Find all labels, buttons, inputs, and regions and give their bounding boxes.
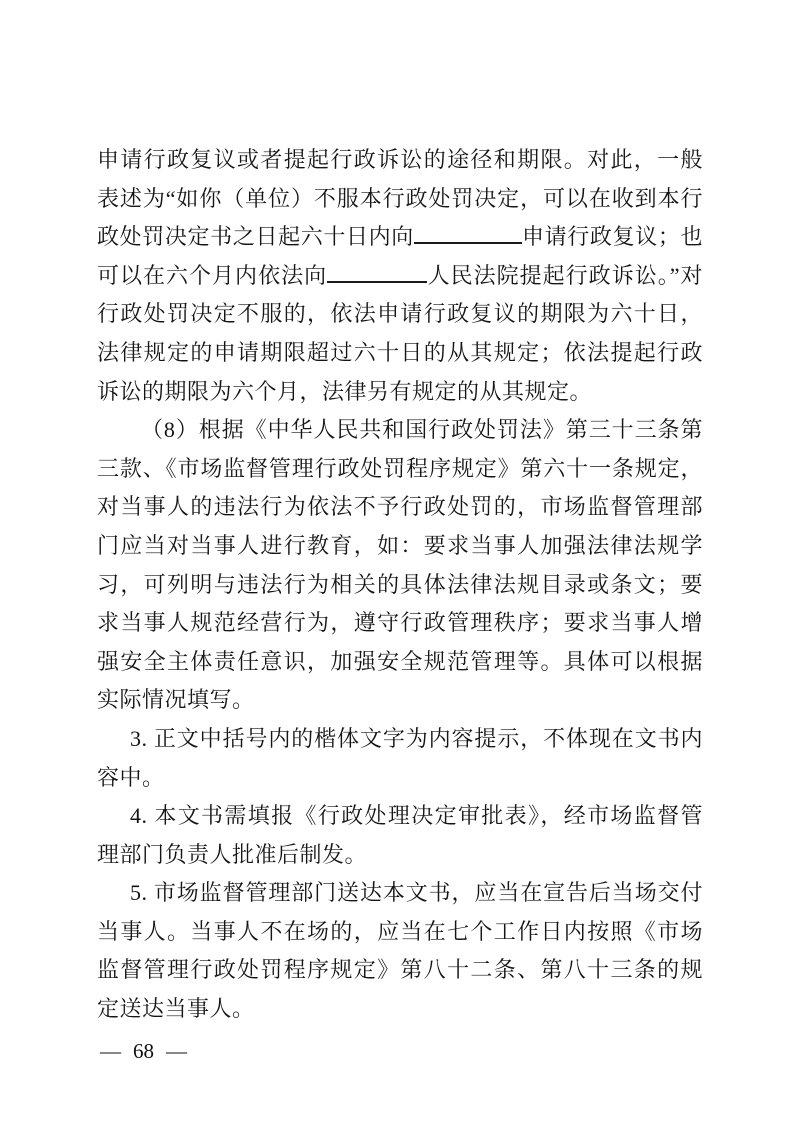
footer-left-dash: —: [100, 1039, 121, 1063]
text-run: 申请行政复议；也可以在六个月内依法向: [97, 224, 703, 288]
document-body: [97, 141, 703, 1029]
text-run: 3. 正文中括号内的楷体文字为内容提示，不体现在文书内容中。: [97, 725, 703, 790]
text-run: 4. 本文书需填报《行政处理决定审批表》，经市场监督管理部门负责人批准后制发。: [97, 803, 703, 867]
paragraph-appeal-routes: [97, 141, 703, 411]
paragraph-note-4: [97, 797, 703, 874]
paragraph-note-3: [97, 720, 703, 797]
text-run: （8）根据《中华人民共和国行政处罚法》第三十三条第三款、《市场监督管理行政处罚程序规定》第六十一条规定，对当事人的违法行为依法不予行政处罚的，市场监督管理部门应当对当事人进行教育，如：要求当事人加强法律法规学习，可列明与违法行为相关的具体法律法规目录或条文；要求当事人规范经营行为，遵守行政管理秩序；要求当事人增强安全主体责任意识，加强安全规范管理等。具体可以根据实际情况填写。: [97, 417, 703, 713]
page-footer: [100, 1036, 187, 1066]
text-run: 5. 市场监督管理部门送达本文书，应当在宣告后当场交付当事人。当事人不在场的，应当在七个工作日内按照《市场监督管理行政处罚程序规定》第八十二条、第八十三条的规定送达当事人。: [97, 880, 703, 1022]
paragraph-item-8: [97, 411, 703, 720]
text-run: 人民法院提起行政诉讼。”对行政处罚决定不服的，依法申请行政复议的期限为六十日，法律规定的申请期限超过六十日的从其规定；依法提起行政诉讼的期限为六个月，法律另有规定的从其规定。: [97, 262, 703, 404]
paragraph-note-5: [97, 874, 703, 1028]
text-run: 申请行政复议或者提起行政诉讼的途径和期限。对此，一般表述为“如你（单位）不服本行政处罚决定，可以在收到本行政处罚决定书之日起六十日内向: [97, 147, 703, 250]
page-number: 68: [133, 1039, 154, 1063]
fill-in-blank-underline: [414, 222, 522, 244]
fill-in-blank-underline: [327, 261, 427, 283]
footer-right-dash: —: [166, 1039, 187, 1063]
